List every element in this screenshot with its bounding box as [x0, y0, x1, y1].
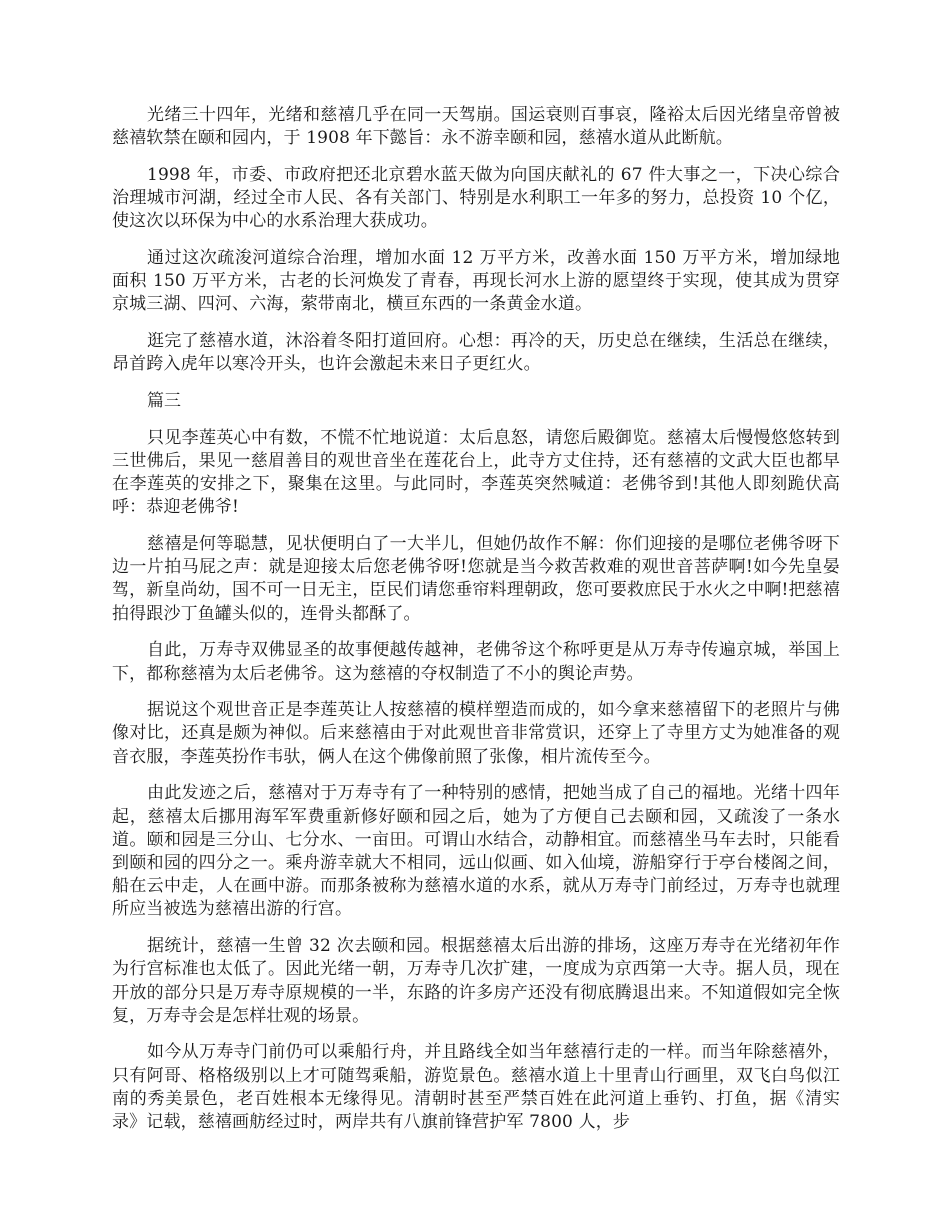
paragraph: 光绪三十四年，光绪和慈禧几乎在同一天驾崩。国运衰则百事哀，隆裕太后因光绪皇帝曾被慈禧软禁在颐和园内，于 1908 年下懿旨：永不游幸颐和园，慈禧水道从此断航。 [112, 105, 840, 149]
paragraph: 据统计，慈禧一生曾 32 次去颐和园。根据慈禧太后出游的排场，这座万寿寺在光绪初年作为行宫标准也太低了。因此光绪一朝，万寿寺几次扩建，一度成为京西第一大寺。据人员，现在开放的部分只是万寿寺原规模的一半，东路的许多房产还没有彻底腾退出来。不知道假如完全恢复，万寿寺会是怎样壮观的场景。 [112, 936, 840, 1026]
paragraph: 1998 年，市委、市政府把还北京碧水蓝天做为向国庆献礼的 67 件大事之一，下决心综合治理城市河湖，经过全市人民、各有关部门、特别是水利职工一年多的努力，总投资 10 个亿，使这次以环保为中心的水系治理大获成功。 [112, 164, 840, 232]
paragraph: 如今从万寿寺门前仍可以乘船行舟，并且路线全如当年慈禧行走的一样。而当年除慈禧外，只有阿哥、格格级别以上才可随驾乘船，游览景色。慈禧水道上十里青山行画里，双飞白鸟似江南的秀美景色，老百姓根本无缘得见。清朝时甚至严禁百姓在此河道上垂钓、打鱼，据《清实录》记载，慈禧画舫经过时，两岸共有八旗前锋营护军 7800 人，步 [112, 1042, 840, 1133]
paragraph: 自此，万寿寺双佛显圣的故事便越传越神，老佛爷这个称呼更是从万寿寺传遍京城，举国上下，都称慈禧为太后老佛爷。这为慈禧的夺权制造了不小的舆论声势。 [112, 640, 840, 684]
document-body [112, 104, 840, 1148]
paragraph: 据说这个观世音正是李莲英让人按慈禧的模样塑造而成的，如今拿来慈禧留下的老照片与佛像对比，还真是颇为神似。后来慈禧由于对此观世音非常赏识，还穿上了寺里方丈为她准备的观音衣服，李莲英扮作韦驮，俩人在这个佛像前照了张像，相片流传至今。 [112, 700, 840, 767]
paragraph: 慈禧是何等聪慧，见状便明白了一大半儿，但她仍故作不解：你们迎接的是哪位老佛爷呀下边一片拍马屁之声：就是迎接太后您老佛爷呀!您就是当今救苦救难的观世音菩萨啊!如今先皇晏驾，新皇尚幼，国不可一日无主，臣民们请您垂帘料理朝政，您可要救庶民于水火之中啊!把慈禧拍得跟沙丁鱼罐头似的，连骨头都酥了。 [112, 534, 840, 624]
paragraph: 通过这次疏浚河道综合治理，增加水面 12 万平方米，改善水面 150 万平方米，增加绿地面积 150 万平方米，古老的长河焕发了青春，再现长河水上游的愿望终于实现，使其成为贯穿京城三湖、四河、六海，萦带南北，横亘东西的一条黄金水道。 [112, 248, 840, 315]
section-heading: 篇三 [147, 391, 181, 412]
paragraph: 只见李莲英心中有数，不慌不忙地说道：太后息怒，请您后殿御览。慈禧太后慢慢悠悠转到三世佛后，果见一慈眉善目的观世音坐在莲花台上，此寺方丈住持，还有慈禧的文武大臣也都早在李莲英的安排之下，聚集在这里。与此同时，李莲英突然喊道：老佛爷到!其他人即刻跪伏高呼：恭迎老佛爷! [112, 427, 840, 518]
paragraph: 逛完了慈禧水道，沐浴着冬阳打道回府。心想：再冷的天，历史总在继续，生活总在继续，昂首跨入虎年以寒冷开头，也许会激起未来日子更红火。 [112, 331, 840, 375]
paragraph: 由此发迹之后，慈禧对于万寿寺有了一种特别的感情，把她当成了自己的福地。光绪十四年起，慈禧太后挪用海军军费重新修好颐和园之后，她为了方便自己去颐和园，又疏浚了一条水道。颐和园是三分山、七分水、一亩田。可谓山水结合，动静相宜。而慈禧坐马车去时，只能看到颐和园的四分之一。乘舟游幸就大不相同，远山似画、如入仙境，游船穿行于亭台楼阁之间，船在云中走，人在画中游。而那条被称为慈禧水道的水系，就从万寿寺门前经过，万寿寺也就理所应当被选为慈禧出游的行宫。 [112, 783, 840, 920]
